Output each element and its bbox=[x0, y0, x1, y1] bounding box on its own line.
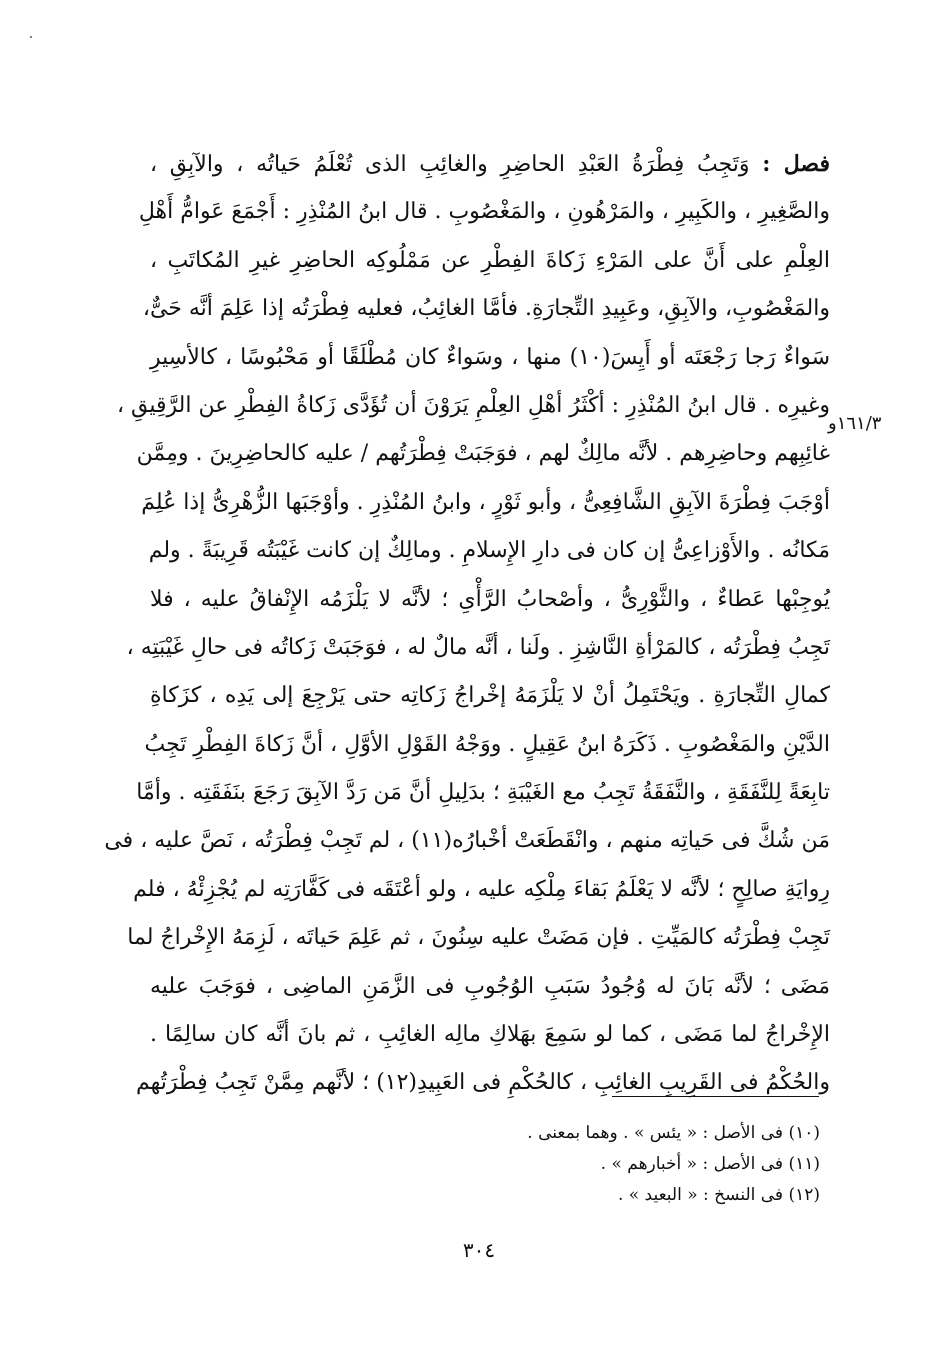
text-line: يُوجِبْها عَطاءٌ ، والثَّوْرِىُّ ، وأصْحابُ الرَّأْىِ ؛ لأنَّه لا يَلْزَمُه الإِنْفاقُ عليه ، فلا bbox=[150, 586, 830, 612]
footnote: (١٠) فى الأصل : « يئس » . وهما بمعنى . bbox=[527, 1123, 820, 1143]
text-line: والحُكْمُ فى القَرِيبِ الغائِبِ ، كالحُكْمِ فى العَبِيدِ(١٢) ؛ لأنَّهم مِمَّنْ تَجِبُ فِطْرَتُهم bbox=[136, 1070, 830, 1096]
text-line: الإِخْراجُ لما مَضَى ، كما لو سَمِعَ بهَلاكِ مالِه الغائِبِ ، ثم بانَ أنَّه كان سالِمًا . bbox=[150, 1022, 830, 1048]
text-line: العِلْمِ على أَنَّ على المَرْءِ زَكاةَ الفِطْرِ عن مَمْلُوكِه الحاضِرِ غيرِ المُكاتَبِ ، bbox=[150, 247, 830, 273]
text-line: الدَّيْنِ والمَغْصُوبِ . ذَكَرَهُ ابنُ عَقِيلٍ . ووَجْهُ القَوْلِ الأوَّلِ ، أنَّ زَكاةَ الفِطْرِ تَجِبُ bbox=[144, 731, 830, 757]
text-line: أوْجَبَ فِطْرَةَ الآبِقِ الشَّافِعِىُّ ، وأبو ثَوْرٍ ، وابنُ المُنْذِرِ . وأوْجَبَها الزُّهْرِىُّ إذا عُلِمَ bbox=[141, 489, 830, 515]
text-line: مَكانُه . والأَوْزاعِىُّ إن كان فى دارِ الإِسلامِ . ومالِكٌ إن كانت غَيْبَتُه قَرِيبَةً . ولم bbox=[148, 538, 830, 564]
text-line: رِوايَةِ صالِحٍ ؛ لأنَّه لا يَعْلَمُ بَقاءَ مِلْكِه عليه ، ولو أعْتَقَه فى كَفَّارَتِه لم يُجْزِئْهُ ، فلم bbox=[133, 876, 830, 902]
text-line: غائِبِهم وحاضِرِهم . لأنَّه مالِكٌ لهم ، فوَجَبَتْ فِطْرَتُهم / عليه كالحاضِرِينَ . ومِمَّن bbox=[136, 441, 830, 467]
section-heading: فصل : bbox=[762, 151, 830, 177]
footnote-divider bbox=[612, 1096, 819, 1097]
text-line: تَجِبُ فِطْرَتُه ، كالمَرْأةِ النَّاشِزِ . ولَنا ، أنَّه مالٌ له ، فوَجَبَتْ زَكاتُه فى حالِ غَيْبَتِه ، bbox=[126, 634, 830, 660]
text-line: والصَّغِيرِ ، والكَبِيرِ ، والمَرْهُونِ ، والمَغْصُوبِ . قال ابنُ المُنْذِرِ : أَجْمَعَ عَوامُّ أَهْلِ bbox=[138, 199, 830, 225]
text-line: والمَغْصُوبِ، والآبِقِ، وعَبِيدِ التِّجارَةِ. فأمَّا الغائِبُ، فعليه فِطْرَتُه إذا عَلِمَ أنَّه حَىٌّ، bbox=[142, 296, 830, 322]
footnotes-block bbox=[400, 1118, 820, 1211]
text-line: مَن شُكَّ فى حَياتِه منهم ، وانْقَطَعَتْ أخْبارُه(١١) ، لم تَجِبْ فِطْرَتُه ، نَصَّ عليه ، فى bbox=[104, 828, 830, 854]
footnote: (١٢) فى النسخ : « البعيد » . bbox=[617, 1185, 820, 1205]
text-line: مَضَى ؛ لأنَّه بَانَ له وُجُودُ سَبَبِ الوُجُوبِ فى الزَّمَنِ الماضِى ، فوَجَبَ عليه bbox=[150, 973, 830, 999]
text-line: سَواءٌ رَجا رَجْعَتَه أو أَيِسَ(١٠) منها ، وسَواءٌ كان مُطْلَقًا أو مَحْبُوسًا ، كالأسِيرِ bbox=[150, 344, 831, 370]
text-line-content: وَتَجِبُ فِطْرَةُ العَبْدِ الحاضِرِ والغائِبِ الذى تُعْلَمُ حَياتُه ، والآبِقِ ، bbox=[150, 152, 763, 177]
text-line: تَجِبْ فِطْرَتُه كالمَيِّتِ . فإن مَضَتْ عليه سِنُونَ ، ثم عَلِمَ حَياتَه ، لَزِمَهُ الإِخْراجُ لما bbox=[127, 925, 830, 951]
text-line bbox=[150, 140, 830, 188]
scan-speck bbox=[30, 36, 32, 38]
margin-folio-note: ١٦١/٣و bbox=[828, 413, 882, 434]
page-number: ٣٠٤ bbox=[462, 1238, 496, 1262]
text-line: وغيرِه . قال ابنُ المُنْذِرِ : أكْثَرُ أهْلِ العِلْمِ يَرَوْنَ أن تُؤَدَّى زَكاةُ الفِطْرِ عن الرَّقِيقِ ، bbox=[116, 392, 830, 418]
main-text-block bbox=[104, 140, 831, 1108]
text-line: كمالِ التِّجارَةِ . ويَحْتَمِلُ أنْ لا يَلْزَمَهُ إخْراجُ زَكاتِه حتى يَرْجِعَ إلى يَدِه ، كزَكاةِ bbox=[150, 683, 830, 709]
footnote: (١١) فى الأصل : « أخبارهم » . bbox=[600, 1154, 820, 1174]
text-line: تابِعَةً لِلنَّفَقَةِ ، والنَّفَقَةُ تَجِبُ مع الغَيْبَةِ ؛ بدَلِيلِ أنَّ مَن رَدَّ الآبِقَ رَجَعَ بنَفَقَتِه . وأمَّا bbox=[136, 780, 830, 806]
